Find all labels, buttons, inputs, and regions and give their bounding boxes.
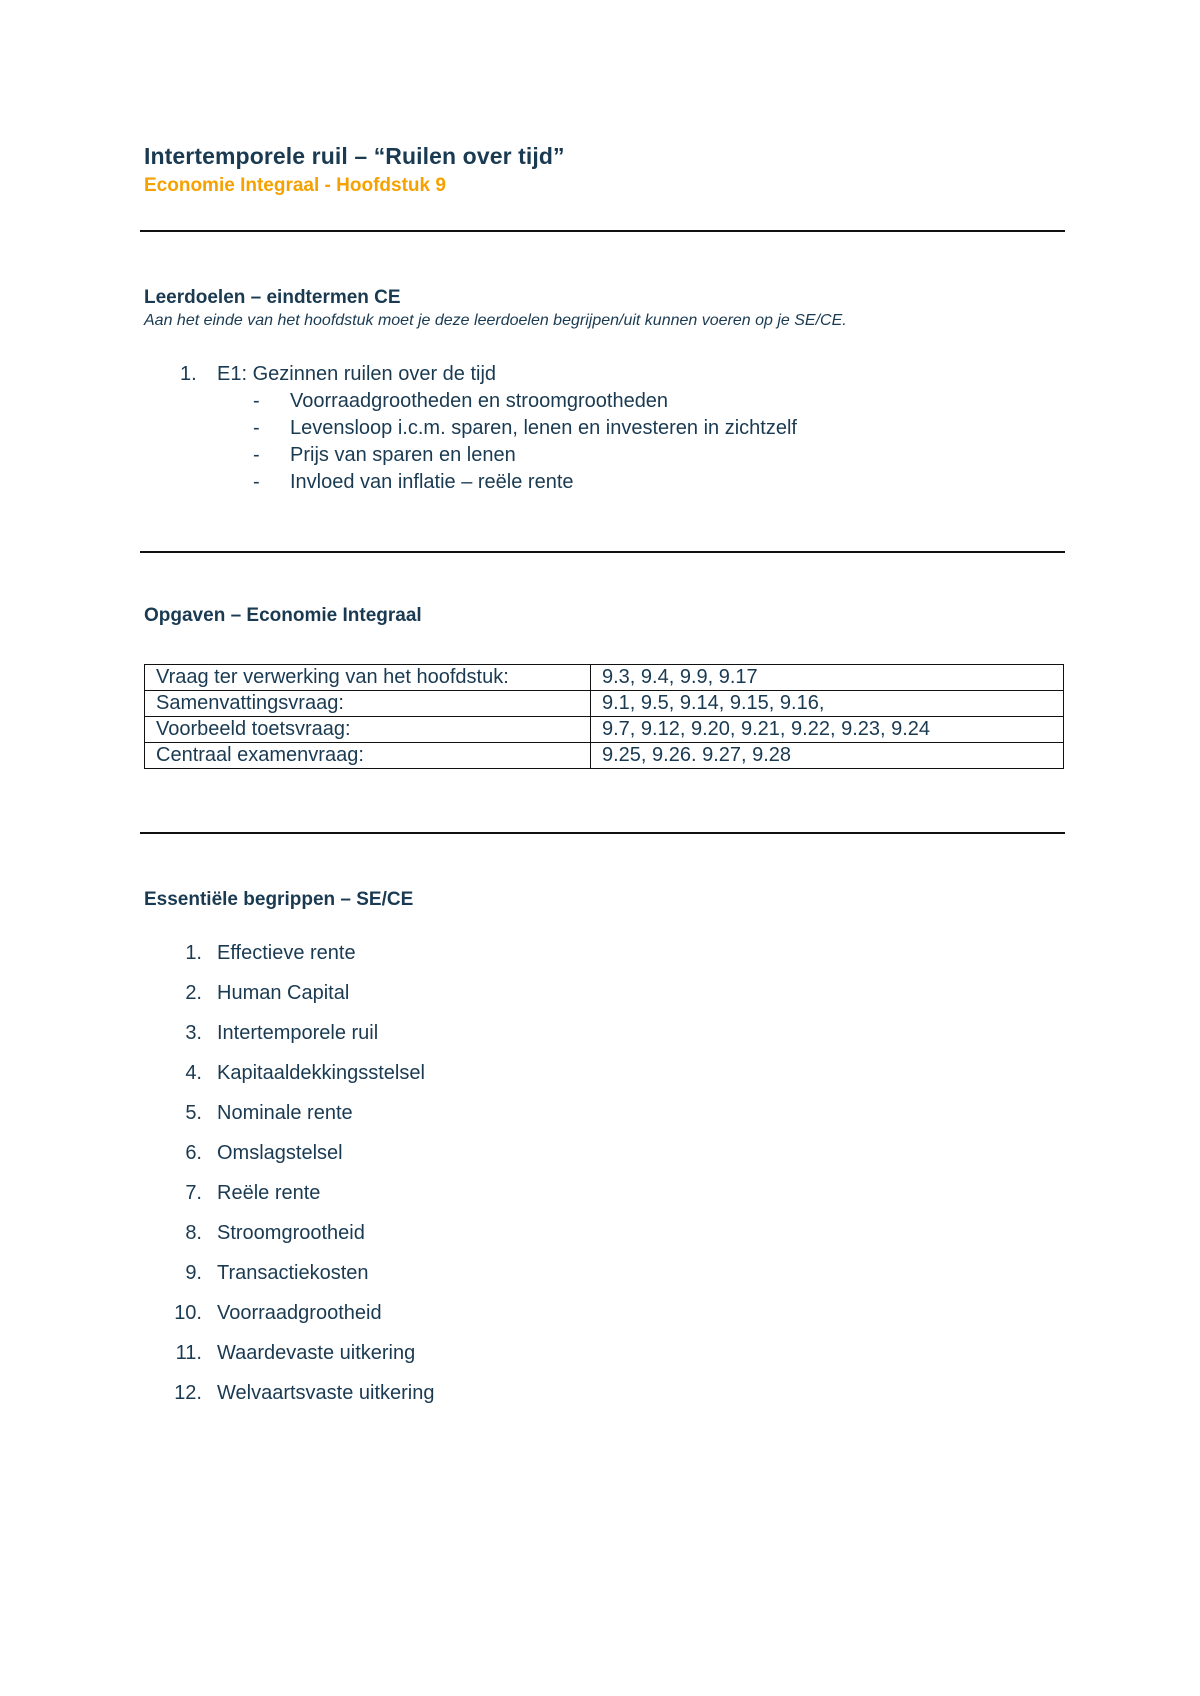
learning-goal-sub-text: Invloed van inflatie – reële rente [290, 471, 574, 493]
concept-text: Omslagstelsel [217, 1142, 343, 1164]
concept-number: 12. [174, 1382, 202, 1404]
table-row [145, 717, 1064, 743]
concept-text: Waardevaste uitkering [217, 1342, 416, 1364]
learning-goal-sub-text: Levensloop i.c.m. sparen, lenen en investeren in zichtzelf [290, 417, 797, 439]
concept-text: Kapitaaldekkingsstelsel [217, 1062, 425, 1084]
dash-bullet: - [253, 390, 260, 412]
concept-number: 5. [185, 1102, 202, 1124]
dash-bullet: - [253, 444, 260, 466]
concept-text: Stroomgrootheid [217, 1222, 365, 1244]
learning-goal-sub-text: Prijs van sparen en lenen [290, 444, 516, 466]
concept-text: Nominale rente [217, 1102, 353, 1124]
dash-bullet: - [253, 417, 260, 439]
exercise-numbers-cell: 9.7, 9.12, 9.20, 9.21, 9.22, 9.23, 9.24 [591, 717, 1064, 743]
concept-text: Human Capital [217, 982, 350, 1004]
exercise-numbers-cell: 9.3, 9.4, 9.9, 9.17 [591, 665, 1064, 691]
concept-text: Effectieve rente [217, 942, 356, 964]
concept-text: Reële rente [217, 1182, 321, 1204]
concept-number: 1. [185, 942, 202, 964]
exercise-type-cell: Samenvattingsvraag: [145, 691, 591, 717]
table-row [145, 691, 1064, 717]
exercise-numbers-cell: 9.1, 9.5, 9.14, 9.15, 9.16, [591, 691, 1064, 717]
concept-text: Voorraadgrootheid [217, 1302, 382, 1324]
concept-number: 9. [185, 1262, 202, 1284]
section-divider [140, 832, 1065, 834]
concept-number: 3. [185, 1022, 202, 1044]
exercises-heading: Opgaven – Economie Integraal [144, 605, 422, 626]
section-divider [140, 230, 1065, 232]
exercise-type-cell: Centraal examenvraag: [145, 743, 591, 769]
learning-goal-sub-text: Voorraadgrootheden en stroomgrootheden [290, 390, 669, 412]
learning-goals-heading: Leerdoelen – eindtermen CE [144, 287, 401, 308]
exercise-type-cell: Voorbeeld toetsvraag: [145, 717, 591, 743]
concept-text: Transactiekosten [217, 1262, 369, 1284]
concept-number: 10. [174, 1302, 202, 1324]
concept-number: 2. [185, 982, 202, 1004]
concept-text: Intertemporele ruil [217, 1022, 379, 1044]
document-subtitle: Economie Integraal - Hoofdstuk 9 [144, 175, 446, 196]
table-row [145, 665, 1064, 691]
exercise-type-cell: Vraag ter verwerking van het hoofdstuk: [145, 665, 591, 691]
dash-bullet: - [253, 471, 260, 493]
learning-goals-intro: Aan het einde van het hoofdstuk moet je deze leerdoelen begrijpen/uit kunnen voeren op je SE/CE. [144, 312, 847, 329]
concept-number: 4. [185, 1062, 202, 1084]
concept-number: 6. [185, 1142, 202, 1164]
learning-goal-number: 1. [180, 363, 197, 385]
learning-goal-text: E1: Gezinnen ruilen over de tijd [217, 363, 497, 385]
concept-number: 8. [185, 1222, 202, 1244]
exercises-table [144, 664, 1064, 769]
table-row [145, 743, 1064, 769]
concept-number: 11. [175, 1342, 202, 1364]
section-divider [140, 551, 1065, 553]
concept-text: Welvaartsvaste uitkering [217, 1382, 435, 1404]
concept-number: 7. [185, 1182, 202, 1204]
concepts-heading: Essentiële begrippen – SE/CE [144, 889, 414, 910]
exercise-numbers-cell: 9.25, 9.26. 9.27, 9.28 [591, 743, 1064, 769]
document-title: Intertemporele ruil – “Ruilen over tijd” [144, 143, 565, 169]
